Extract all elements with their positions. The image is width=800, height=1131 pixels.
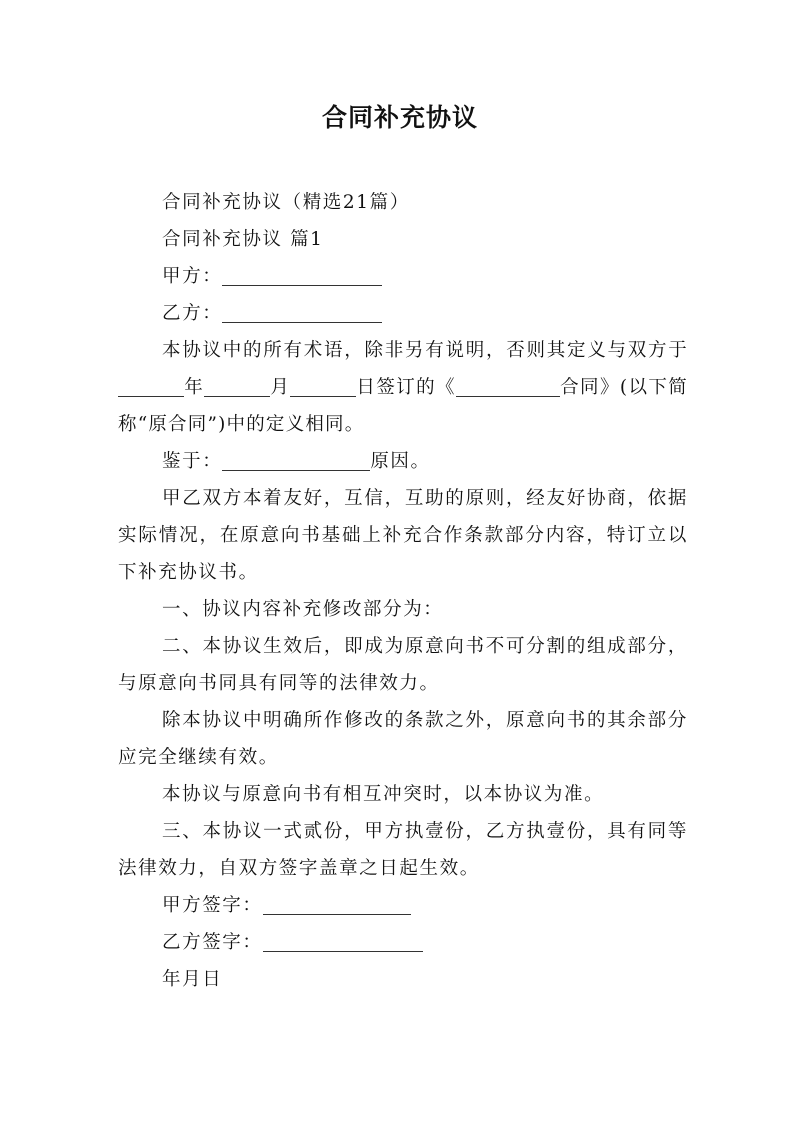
sign-b-label: 乙方签字： [162, 932, 263, 953]
terms-year: 年 [184, 377, 205, 398]
terms-month: 月 [270, 377, 291, 398]
sign-a-line [118, 887, 688, 924]
section-heading: 合同补充协议 篇1 [162, 229, 324, 250]
whereas-blank [222, 450, 370, 471]
sign-a-label: 甲方签字： [162, 895, 263, 916]
conflict-paragraph: 本协议与原意向书有相互冲突时，以本协议为准。 [162, 784, 605, 805]
party-a-label: 甲方： [162, 266, 223, 287]
item-2: 二、本协议生效后，即成为原意向书不可分割的组成部分，与原意向书同具有同等的法律效力。 [118, 636, 688, 694]
party-b-blank [222, 302, 382, 323]
contract-name-blank [456, 376, 560, 397]
sign-b-line [118, 924, 688, 961]
terms-text-1: 本协议中的所有术语，除非另有说明，否则其定义与双方于 [162, 340, 688, 361]
year-blank [118, 376, 184, 397]
day-blank [290, 376, 356, 397]
principle-paragraph: 甲乙双方本着友好，互信，互助的原则，经友好协商，依据实际情况，在原意向书基础上补充合作条款部分内容，特订立以下补充协议书。 [118, 488, 688, 583]
sign-b-blank [263, 931, 423, 952]
document-title: 合同补充协议 [321, 103, 478, 132]
item-1: 一、协议内容补充修改部分为： [162, 599, 444, 620]
whereas-suffix: 原因。 [370, 451, 431, 472]
date-line: 年月日 [162, 969, 223, 990]
whereas-label: 鉴于： [162, 451, 223, 472]
whereas-line [118, 443, 688, 480]
remainder-paragraph: 除本协议中明确所作修改的条款之外，原意向书的其余部分应完全继续有效。 [118, 710, 688, 768]
terms-text-5: 合同》(以下简称“原合同”)中的定义相同。 [118, 377, 688, 435]
terms-day: 日签订的《 [356, 377, 456, 398]
party-a-line [118, 258, 688, 295]
party-a-blank [222, 265, 382, 286]
party-b-line [118, 295, 688, 332]
terms-paragraph [118, 332, 688, 443]
document-subtitle: 合同补充协议（精选21篇） [162, 192, 410, 213]
document-body [118, 184, 688, 998]
party-b-label: 乙方： [162, 303, 223, 324]
month-blank [204, 376, 270, 397]
item-3: 三、本协议一式贰份，甲方执壹份，乙方执壹份，具有同等法律效力，自双方签字盖章之日起生效。 [118, 821, 688, 879]
sign-a-blank [263, 894, 411, 915]
